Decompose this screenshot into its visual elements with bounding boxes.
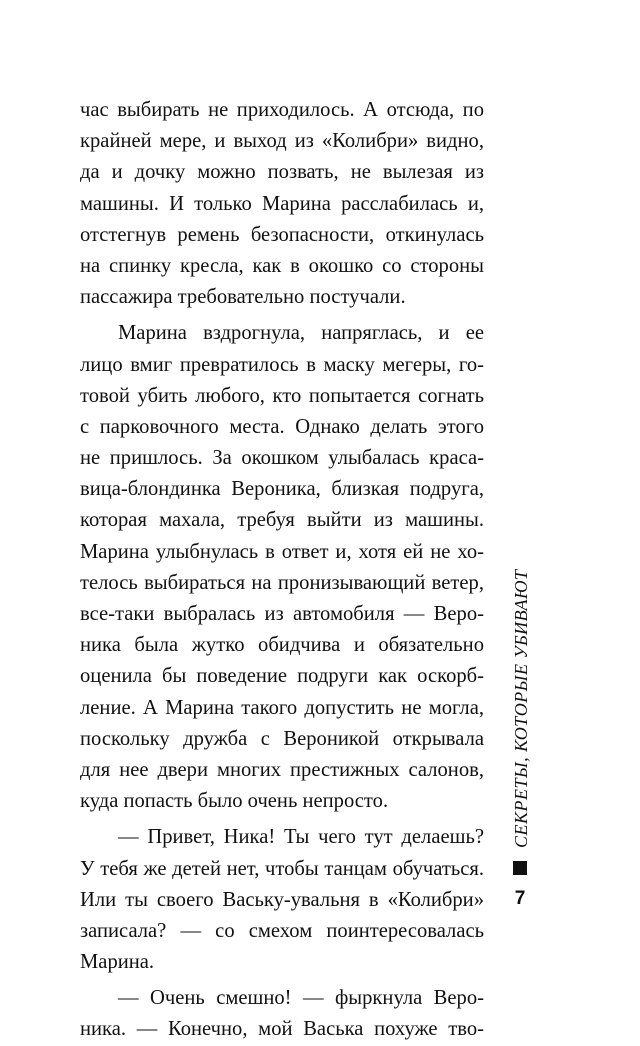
- text-line: ника была жутко обидчива и обязательно: [80, 634, 484, 657]
- text-line: — Привет, Ника! Ты чего тут делаешь?: [118, 826, 484, 849]
- text-line: машины. И только Марина расслабилась и,: [80, 192, 484, 215]
- text-line: с парковочного места. Однако делать этого: [80, 415, 484, 438]
- text-line: на спинку кресла, как в окошко со стороны: [80, 254, 484, 277]
- text-line: лицо вмиг превратилось в маску мегеры, го-: [80, 353, 484, 376]
- text-line: для нее двери многих престижных салонов,: [80, 758, 484, 781]
- text-line: поскольку дружба с Вероникой открывала: [80, 727, 484, 750]
- paragraph-2: [80, 318, 484, 817]
- text-line: Марина.: [80, 951, 155, 974]
- text-line: Или ты своего Ваську-увальня в «Колибри»: [80, 888, 484, 911]
- paragraph-4: [80, 983, 484, 1045]
- text-line: товой убить любого, кто попытается согнать: [80, 384, 484, 407]
- text-line: отстегнув ремень безопасности, откинулась: [80, 223, 484, 246]
- text-line: вица-блондинка Вероника, близкая подруга,: [80, 478, 484, 501]
- text-line: ление. А Марина такого допустить не могла,: [80, 696, 484, 719]
- text-line: ника. — Конечно, мой Васька похуже тво-: [80, 1018, 484, 1041]
- text-line: оценила бы поведение подруги как оскорб-: [80, 665, 484, 688]
- text-line: куда попасть было очень непросто.: [80, 790, 389, 813]
- text-line: час выбирать не приходилось. А отсюда, по: [80, 99, 484, 121]
- running-title: СЕКРЕТЫ, КОТОРЫЕ УБИВАЮТ: [511, 569, 531, 848]
- text-line: пассажира требовательно постучали.: [80, 286, 406, 309]
- text-line: — Очень смешно! — фыркнула Веро-: [118, 987, 484, 1010]
- text-line: телось выбираться на пронизывающий ветер,: [80, 571, 484, 594]
- page-number: 7: [514, 888, 526, 909]
- text-line: не пришлось. За окошком улыбалась краса-: [80, 447, 484, 470]
- text-line: все-таки выбралась из автомобиля — Веро-: [80, 603, 484, 625]
- square-marker-icon: [513, 861, 527, 875]
- body-text: [80, 95, 484, 1046]
- text-line: Марина улыбнулась в ответ и, хотя ей не хо-: [80, 540, 484, 563]
- text-line: Марина вздрогнула, напряглась, и ее: [118, 322, 484, 345]
- text-line: которая махала, требуя выйти из машины.: [80, 509, 484, 532]
- paragraph-1: [80, 95, 484, 313]
- text-line: У тебя же детей нет, чтобы танцам обучаться.: [80, 857, 484, 880]
- text-line: записала? — со смехом поинтересовалась: [80, 919, 484, 942]
- paragraph-3: [80, 822, 484, 978]
- text-line: да и дочку можно позвать, не вылезая из: [80, 161, 484, 184]
- text-line: крайней мере, и выход из «Колибри» видно,: [80, 130, 484, 153]
